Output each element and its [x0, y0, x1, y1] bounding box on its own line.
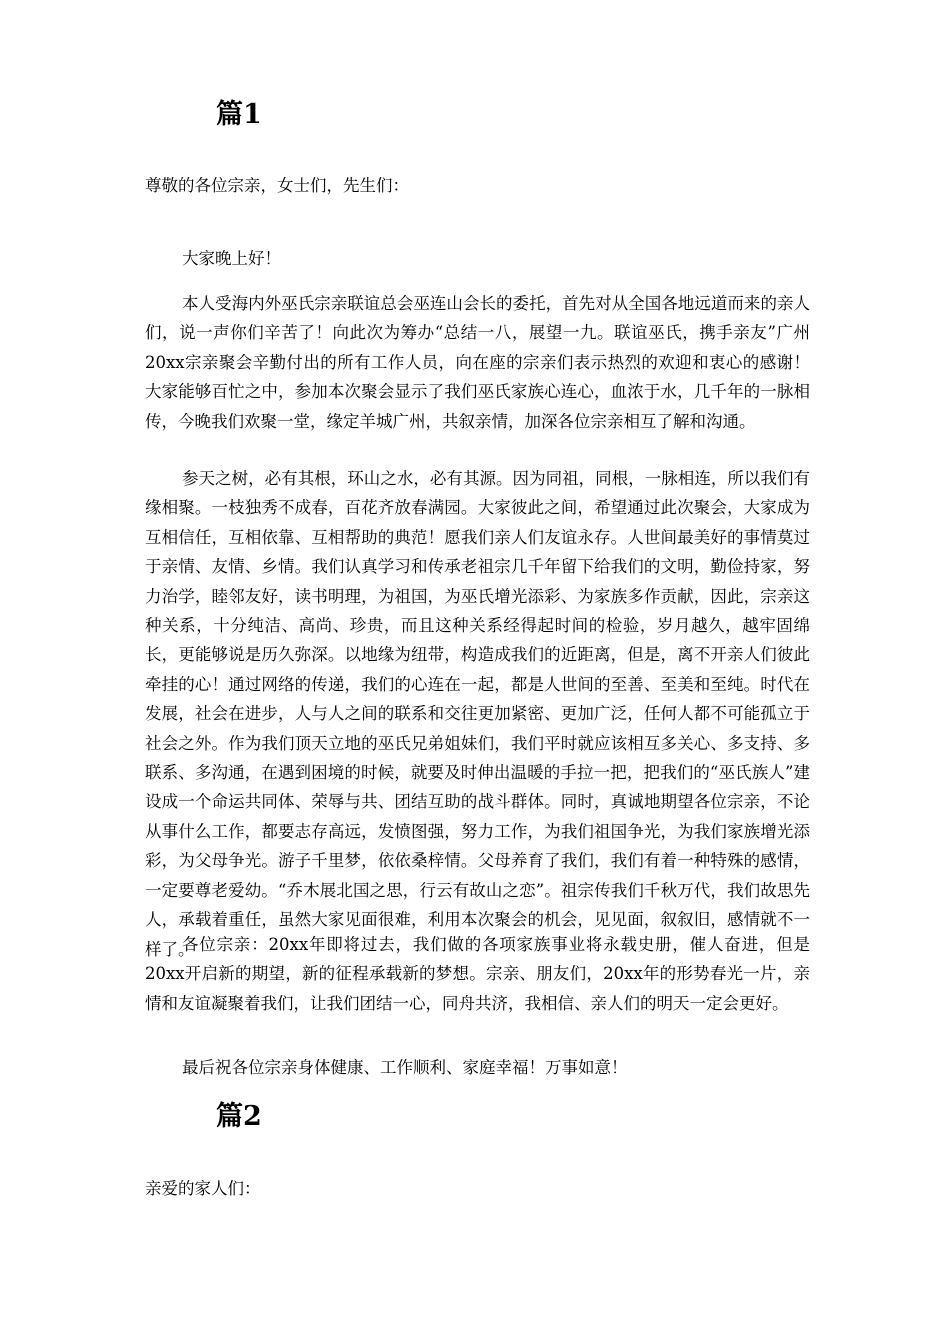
section-2-heading: 篇2	[216, 1101, 262, 1132]
section-1-greeting: 大家晚上好！	[182, 249, 281, 268]
section-1-paragraph-2: 参天之树，必有其根，环山之水，必有其源。因为同祖，同根，一脉相连，所以我们有缘相聚。一枝独秀不成春，百花齐放春满园。大家彼此之间，希望通过此次聚会，大家成为互相信任，互相依靠、互相帮助的典范！愿我们亲人们友谊永存。人世间最美好的事情莫过于亲情、友情、乡情。我们认真学习和传承老祖宗几千年留下给我们的文明，勤俭持家，努力治学，睦邻友好，读书明理，为祖国，为巫氏增光添彩、为家族多作贡献，因此，宗亲这种关系，十分纯洁、高尚、珍贵，而且这种关系经得起时间的检验，岁月越久，越牢固绵长，更能够说是历久弥深。以地缘为纽带，构造成我们的近距离，但是，离不开亲人们彼此牵挂的心！通过网络的传递，我们的心连在一起，都是人世间的至善、至美和至纯。时代在发展，社会在进步，人与人之间的联系和交往更加紧密、更加广泛，任何人都不可能孤立于社会之外。作为我们顶天立地的巫氏兄弟姐妹们，我们平时就应该相互多关心、多支持、多联系、多沟通，在遇到困境的时候，就要及时伸出温暖的手拉一把，把我们的“巫氏族人”建设成一个命运共同体、荣辱与共、团结互助的战斗群体。同时，真诚地期望各位宗亲，不论从事什么工作，都要志存高远，发愤图强，努力工作，为我们祖国争光，为我们家族增光添彩，为父母争光。游子千里梦，依依桑梓情。父母养育了我们，我们有着一种特殊的感情，一定要尊老爱幼。“乔木展北国之思，行云有故山之恋”。祖宗传我们千秋万代，我们故思先人，承载着重任，虽然大家见面很难，利用本次聚会的机会，见见面，叙叙旧，感情就不一样了。	[145, 469, 810, 959]
section-1-salutation: 尊敬的各位宗亲，女士们，先生们：	[145, 176, 409, 195]
section-1-paragraph-1: 本人受海内外巫氏宗亲联谊总会巫连山会长的委托，首先对从全国各地远道而来的亲人们，说一声你们辛苦了！向此次为筹办“总结一八，展望一九。联谊巫氏，携手亲友”广州20xx宗亲聚会辛勤付出的所有工作人员，向在座的宗亲们表示热烈的欢迎和衷心的感谢！大家能够百忙之中，参加本次聚会显示了我们巫氏家族心连心，血浓于水，几千年的一脉相传，今晚我们欢聚一堂，缘定羊城广州，共叙亲情，加深各位宗亲相互了解和沟通。	[145, 294, 810, 431]
section-2-salutation: 亲爱的家人们：	[145, 1179, 261, 1198]
section-1-paragraph-3: 各位宗亲：20xx年即将过去，我们做的各项家族事业将永载史册，催人奋进，但是20xx开启新的期望，新的征程承载新的梦想。宗亲、朋友们，20xx年的形势春光一片，亲情和友谊凝聚着我们，让我们团结一心，同舟共济，我相信、亲人们的明天一定会更好。	[145, 935, 810, 1013]
section-1-heading: 篇1	[216, 99, 262, 130]
section-1-closing: 最后祝各位宗亲身体健康、工作顺利、家庭幸福！万事如意！	[182, 1058, 628, 1077]
